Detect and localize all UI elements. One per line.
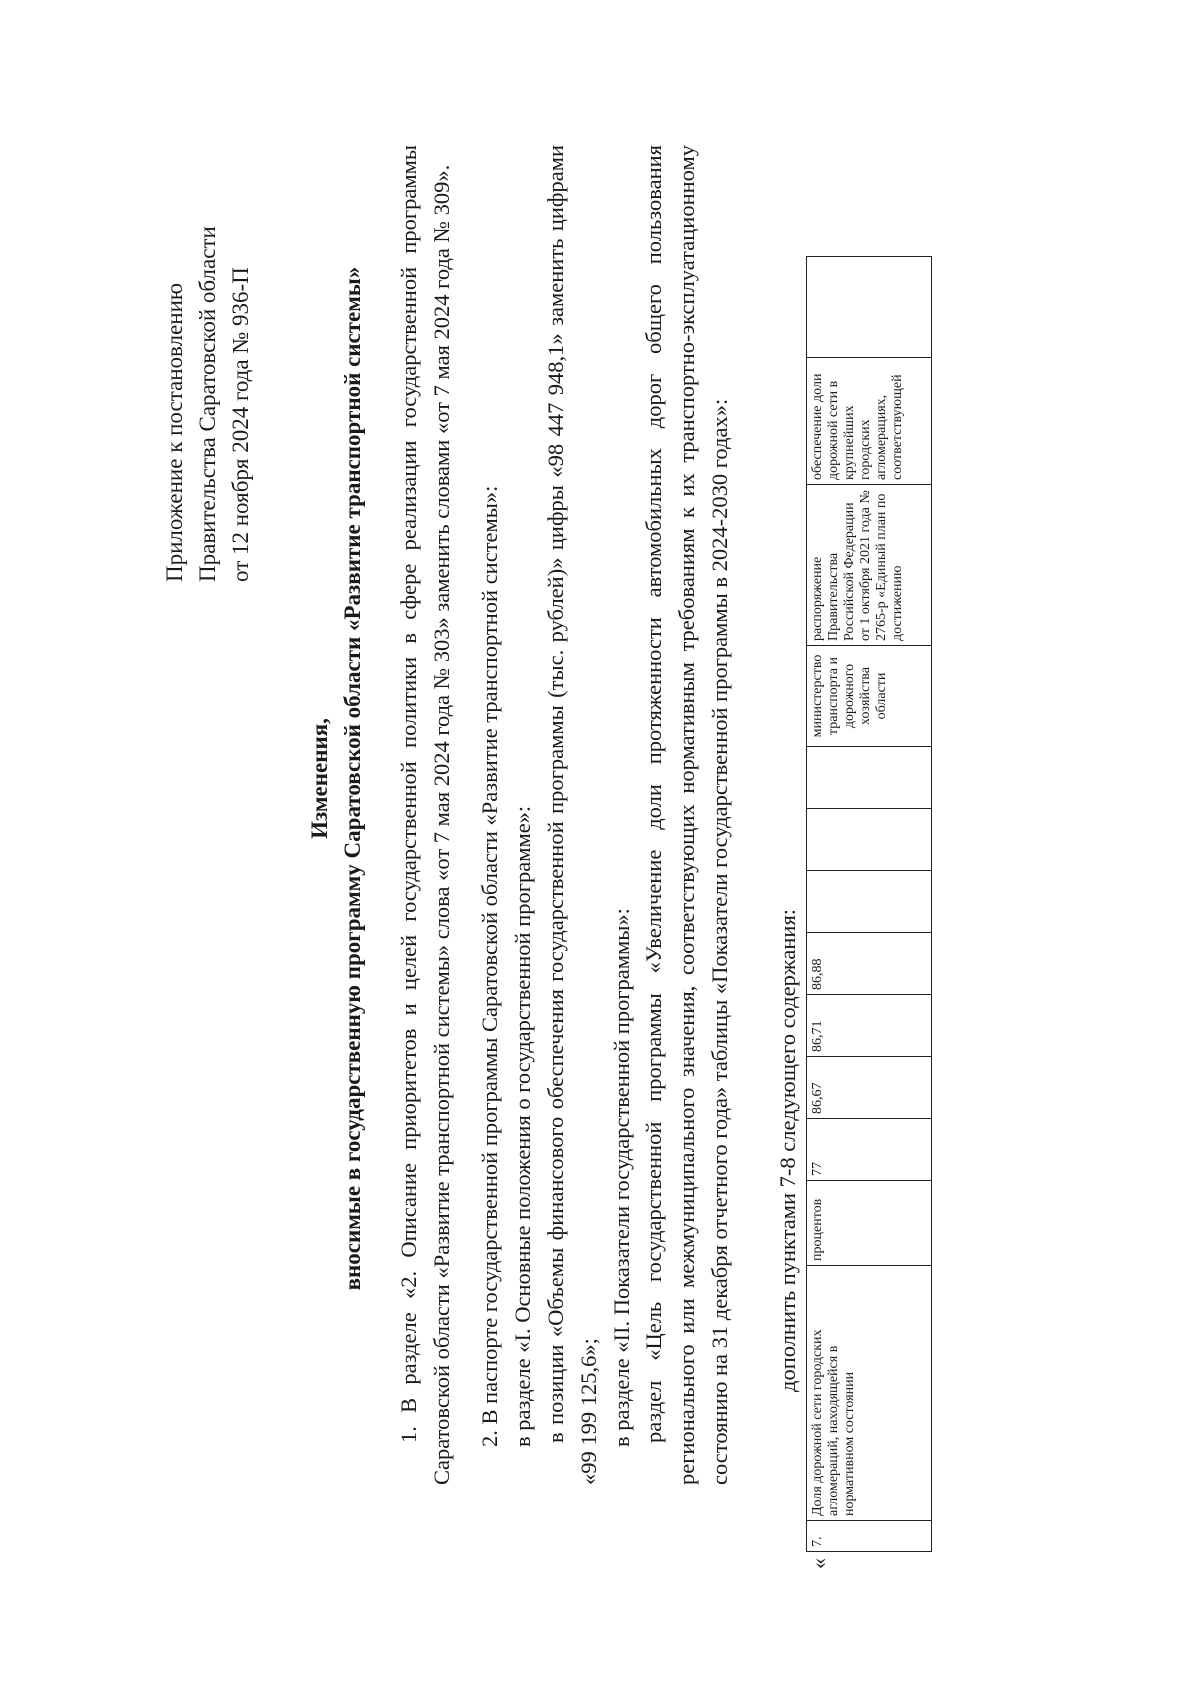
paragraph-5: в разделе «II. Показатели государственной программы»: — [609, 908, 634, 1447]
responsible-ministry: министерство транспорта и дорожного хозяйства области — [807, 646, 932, 747]
paragraph-2: 2. В паспорте государственной программы Саратовской области «Развитие транспортной системы»: — [477, 485, 502, 1447]
value-cell: 86,88 — [807, 933, 932, 995]
header-line-3: от 12 ноября 2024 года № 936-П — [228, 267, 253, 582]
indicator-table — [806, 256, 932, 1552]
row-number: 7. — [807, 1521, 932, 1552]
table-row — [807, 257, 932, 1552]
paragraph-7: дополнить пунктами 7-8 следующего содержания: — [775, 908, 800, 1392]
document-title: Изменения, — [307, 718, 332, 839]
open-quote: « — [806, 1558, 831, 1569]
document-subtitle: вносимые в государственную программу Саратовской области «Развитие транспортной системы» — [340, 266, 365, 1291]
value-cell: 86,67 — [807, 1057, 932, 1119]
goal-cell: обеспечение доли дорожной сети в крупнейших городских агломерациях, соответствующей — [807, 358, 932, 485]
basis-document: распоряжение Правительства Российской Федерации от 1 октября 2021 года № 2765-р «Единый план по достижению — [807, 485, 932, 646]
header-line-2: Правительства Саратовской области — [195, 226, 220, 582]
paragraph-1: 1. В разделе «2. Описание приоритетов и целей государственной политики в сфере реализации государственной программы Саратовской области «Развитие транспортной системы» слова «от 7 мая 2024 года № 303» заменить словами «от 7 мая 2024 года № 309». — [396, 145, 454, 1485]
value-cell: 86,71 — [807, 995, 932, 1057]
value-cell: 77 — [807, 1119, 932, 1181]
header-line-1: Приложение к постановлению — [162, 282, 187, 582]
value-cell — [807, 747, 932, 809]
paragraph-6: раздел «Цель государственной программы «Увеличение доли протяженности автомобильных дорог общего пользования регионального или межмуниципального значения, соответствующих нормативным требованиям к их транспортно-эксплуатационному состоянию на 31 декабря отчетного года» таблицы «Показатели государственной программы в 2024-2030 годах»: — [641, 145, 732, 1485]
approval-header — [158, 142, 257, 582]
unit-cell: процентов — [807, 1181, 932, 1266]
extra-cell — [807, 257, 932, 358]
value-cell — [807, 871, 932, 933]
paragraph-4: в позиции «Объемы финансового обеспечения государственной программы (тыс. рублей)» цифры «98 447 948,1» заменить цифрами «99 199 125,6»; — [543, 145, 601, 1485]
indicator-name: Доля дорожной сети городских агломераций, находящейся в нормативном состоянии — [807, 1266, 932, 1521]
paragraph-3: в разделе «I. Основные положения о государственной программе»: — [510, 805, 535, 1447]
value-cell — [807, 809, 932, 871]
